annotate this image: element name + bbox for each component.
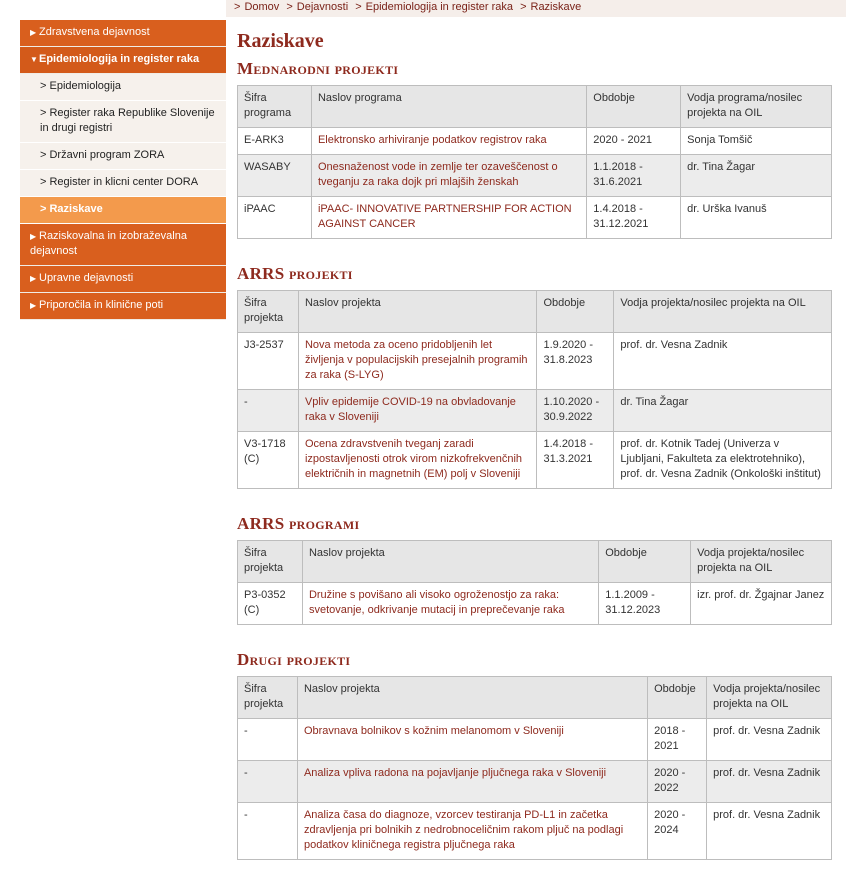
cell-naslov-link[interactable]: iPAAC- INNOVATIVE PARTNERSHIP FOR ACTION AGAINST CANCER bbox=[311, 197, 586, 239]
cell-naslov-link[interactable]: Obravnava bolnikov s kožnim melanomom v Sloveniji bbox=[297, 719, 647, 761]
cell-sifra: iPAAC bbox=[238, 197, 312, 239]
table-row bbox=[238, 803, 832, 860]
breadcrumb-epidemiologija[interactable]: Epidemiologija in register raka bbox=[365, 1, 513, 13]
cell-sifra: V3-1718 (C) bbox=[238, 432, 299, 489]
column-header-vodja: Vodja projekta/nosilec projekta na OIL bbox=[614, 291, 832, 333]
cell-vodja: Sonja Tomšič bbox=[681, 128, 832, 155]
sidebar-item-upravne-dejavnosti[interactable] bbox=[20, 266, 226, 293]
column-header-obdobje: Obdobje bbox=[648, 677, 707, 719]
section-title-arrs-projekti: ARRS projekti bbox=[237, 264, 353, 283]
cell-naslov-link[interactable]: Elektronsko arhiviranje podatkov registrov raka bbox=[311, 128, 586, 155]
cell-obdobje: 2018 - 2021 bbox=[648, 719, 707, 761]
table-row bbox=[238, 128, 832, 155]
cell-naslov-link[interactable]: Družine s povišano ali visoko ogroženostjo za raka: svetovanje, odkrivanje mutacij in preprečevanje raka bbox=[302, 583, 598, 625]
sidebar-item-label: Državni program ZORA bbox=[49, 149, 165, 161]
cell-sifra: E-ARK3 bbox=[238, 128, 312, 155]
cell-sifra: WASABY bbox=[238, 155, 312, 197]
cell-obdobje: 1.1.2009 - 31.12.2023 bbox=[599, 583, 691, 625]
column-header-naslov: Naslov projekta bbox=[298, 291, 537, 333]
table-arrs-programi bbox=[237, 540, 832, 625]
column-header-vodja: Vodja projekta/nosilec projekta na OIL bbox=[691, 541, 832, 583]
cell-vodja: prof. dr. Vesna Zadnik bbox=[707, 761, 832, 803]
sidebar-item-label: Epidemiologija bbox=[49, 80, 122, 92]
table-row bbox=[238, 390, 832, 432]
sidebar-item-label: Zdravstvena dejavnost bbox=[39, 26, 150, 38]
table-mednarodni-projekti bbox=[237, 85, 832, 239]
chevron-right-icon: > bbox=[40, 176, 50, 188]
sidebar-item-label: Raziskovalna in izobraževalna dejavnost bbox=[30, 230, 187, 257]
cell-naslov-link[interactable]: Vpliv epidemije COVID-19 na obvladovanje raka v Sloveniji bbox=[298, 390, 537, 432]
breadcrumb-separator-icon: > bbox=[234, 1, 241, 13]
cell-vodja: prof. dr. Kotnik Tadej (Univerza v Ljubljani, Fakulteta za elektrotehniko), prof. dr. Vesna Zadnik (Onkološki inštitut) bbox=[614, 432, 832, 489]
main-content bbox=[237, 30, 833, 860]
cell-naslov-link[interactable]: Ocena zdravstvenih tveganj zaradi izpostavljenosti otrok virom nizkofrekvenčnih električnih in magnetnih (EM) polj v Sloveniji bbox=[298, 432, 537, 489]
chevron-right-icon: > bbox=[40, 80, 50, 92]
cell-naslov-link[interactable]: Analiza vpliva radona na pojavljanje pljučnega raka v Sloveniji bbox=[297, 761, 647, 803]
cell-obdobje: 1.4.2018 - 31.3.2021 bbox=[537, 432, 614, 489]
table-row bbox=[238, 197, 832, 239]
cell-vodja: prof. dr. Vesna Zadnik bbox=[614, 333, 832, 390]
chevron-right-icon: ▶ bbox=[30, 232, 37, 241]
cell-vodja: prof. dr. Vesna Zadnik bbox=[707, 719, 832, 761]
section-title-mednarodni: Mednarodni projekti bbox=[237, 59, 399, 78]
breadcrumb-dejavnosti[interactable]: Dejavnosti bbox=[296, 1, 349, 13]
table-arrs-projekti bbox=[237, 290, 832, 489]
column-header-sifra: Šifra projekta bbox=[238, 541, 303, 583]
sidebar-item-label: Epidemiologija in register raka bbox=[39, 53, 200, 65]
cell-vodja: dr. Urška Ivanuš bbox=[681, 197, 832, 239]
cell-vodja: izr. prof. dr. Žgajnar Janez bbox=[691, 583, 832, 625]
sidebar-item-epidemiologija-in-register-raka[interactable] bbox=[20, 47, 226, 74]
sidebar-item-label: Upravne dejavnosti bbox=[39, 272, 134, 284]
sidebar-item-priporocila[interactable] bbox=[20, 293, 226, 320]
sidebar-item-label: Register raka Republike Slovenije in drugi registri bbox=[40, 107, 215, 134]
column-header-vodja: Vodja projekta/nosilec projekta na OIL bbox=[707, 677, 832, 719]
breadcrumb-home[interactable]: Domov bbox=[244, 1, 280, 13]
column-header-sifra: Šifra projekta bbox=[238, 291, 299, 333]
sidebar-item-zora[interactable] bbox=[20, 143, 226, 170]
chevron-right-icon: ▶ bbox=[30, 301, 37, 310]
cell-obdobje: 2020 - 2021 bbox=[587, 128, 681, 155]
cell-vodja: dr. Tina Žagar bbox=[681, 155, 832, 197]
cell-naslov-link[interactable]: Nova metoda za oceno pridobljenih let življenja v populacijskih presejalnih programih za raka (S-LYG) bbox=[298, 333, 537, 390]
column-header-sifra: Šifra programa bbox=[238, 86, 312, 128]
cell-obdobje: 1.4.2018 - 31.12.2021 bbox=[587, 197, 681, 239]
cell-sifra: - bbox=[238, 719, 298, 761]
table-row bbox=[238, 719, 832, 761]
page-title: Raziskave bbox=[237, 30, 324, 52]
cell-naslov-link[interactable]: Onesnaženost vode in zemlje ter ozaveščenost o tveganju za raka dojk pri mlajših ženskah bbox=[311, 155, 586, 197]
sidebar-item-label: Raziskave bbox=[49, 203, 103, 215]
sidebar-item-label: Register in klicni center DORA bbox=[49, 176, 199, 188]
cell-sifra: - bbox=[238, 761, 298, 803]
column-header-vodja: Vodja programa/nosilec projekta na OIL bbox=[681, 86, 832, 128]
cell-sifra: P3-0352 (C) bbox=[238, 583, 303, 625]
breadcrumb-current: Raziskave bbox=[530, 1, 582, 13]
sidebar-item-zdravstvena-dejavnost[interactable] bbox=[20, 20, 226, 47]
cell-obdobje: 2020 - 2022 bbox=[648, 761, 707, 803]
sidebar-item-dora[interactable] bbox=[20, 170, 226, 197]
cell-sifra: - bbox=[238, 803, 298, 860]
column-header-obdobje: Obdobje bbox=[537, 291, 614, 333]
sidebar-item-register-raka[interactable] bbox=[20, 101, 226, 143]
sidebar-item-raziskovalna[interactable] bbox=[20, 224, 226, 266]
column-header-obdobje: Obdobje bbox=[599, 541, 691, 583]
table-row bbox=[238, 432, 832, 489]
breadcrumb-separator-icon: > bbox=[520, 1, 527, 13]
table-row bbox=[238, 155, 832, 197]
column-header-naslov: Naslov programa bbox=[311, 86, 586, 128]
cell-vodja: dr. Tina Žagar bbox=[614, 390, 832, 432]
chevron-right-icon: ▶ bbox=[30, 28, 37, 37]
cell-obdobje: 2020 - 2024 bbox=[648, 803, 707, 860]
cell-sifra: - bbox=[238, 390, 299, 432]
column-header-obdobje: Obdobje bbox=[587, 86, 681, 128]
table-row bbox=[238, 583, 832, 625]
chevron-down-icon: ▼ bbox=[30, 55, 38, 64]
sidebar-item-label: Priporočila in klinične poti bbox=[39, 299, 164, 311]
cell-obdobje: 1.9.2020 - 31.8.2023 bbox=[537, 333, 614, 390]
breadcrumb bbox=[226, 0, 846, 17]
sidebar-nav bbox=[20, 20, 226, 320]
table-drugi-projekti bbox=[237, 676, 832, 860]
cell-obdobje: 1.1.2018 - 31.6.2021 bbox=[587, 155, 681, 197]
cell-obdobje: 1.10.2020 - 30.9.2022 bbox=[537, 390, 614, 432]
breadcrumb-separator-icon: > bbox=[355, 1, 362, 13]
section-title-arrs-programi: ARRS programi bbox=[237, 514, 360, 533]
column-header-naslov: Naslov projekta bbox=[297, 677, 647, 719]
sidebar-item-raziskave[interactable] bbox=[20, 197, 226, 224]
table-row bbox=[238, 333, 832, 390]
cell-vodja: prof. dr. Vesna Zadnik bbox=[707, 803, 832, 860]
section-title-drugi-projekti: Drugi projekti bbox=[237, 650, 351, 669]
chevron-right-icon: ▶ bbox=[30, 274, 37, 283]
chevron-right-icon: > bbox=[40, 107, 50, 119]
chevron-right-icon: > bbox=[40, 203, 50, 215]
cell-sifra: J3-2537 bbox=[238, 333, 299, 390]
column-header-naslov: Naslov projekta bbox=[302, 541, 598, 583]
table-row bbox=[238, 761, 832, 803]
breadcrumb-separator-icon: > bbox=[286, 1, 293, 13]
column-header-sifra: Šifra projekta bbox=[238, 677, 298, 719]
cell-naslov-link[interactable]: Analiza časa do diagnoze, vzorcev testiranja PD-L1 in začetka zdravljenja pri bolnikih z nedrobnoceličnim rakom pljuč na podlagi podatkov kliničnega registra pljučnega raka bbox=[297, 803, 647, 860]
chevron-right-icon: > bbox=[40, 149, 50, 161]
sidebar-item-epidemiologija[interactable] bbox=[20, 74, 226, 101]
